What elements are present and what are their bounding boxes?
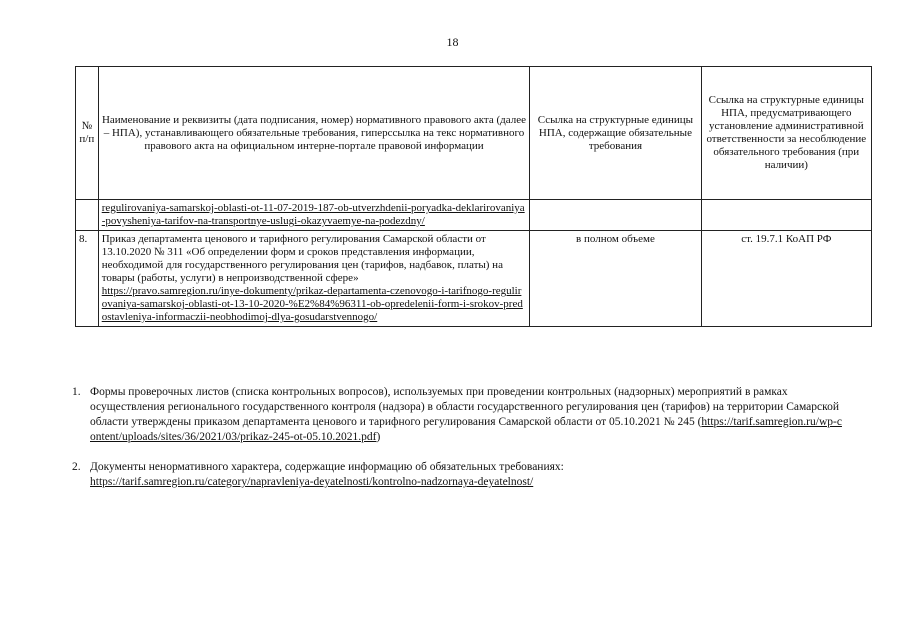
act-cell xyxy=(98,200,530,231)
note-body: Формы проверочных листов (списка контрольных вопросов), используемых при проведении контрольных (надзорных) мероприятий в рамках осуществления регионального государственного контроля (надзора) в области государственного регулирования цен (тарифов) на территории Самарской области утверждены приказом департамента ценового и тарифного регулирования Самарской области от 05.10.2021 № 245 ( xyxy=(90,386,840,428)
page-number: 18 xyxy=(446,35,459,49)
act-link[interactable]: https://pravo.samregion.ru/inye-dokumenty/prikaz-departamenta-czenovogo-i-tarifnogo-regulirovaniya-samarskoj-oblasti-ot-13-10-2020-%E2%84%96311-ob-opredelenii-form-i-srokov-predostavleniya-informaczii-neobhodimoj-dlya-gosudarstvennogo/ xyxy=(101,285,523,323)
table-row xyxy=(76,231,872,327)
note-link[interactable]: https://tarif.samregion.ru/wp-content/uploads/sites/36/2021/03/prikaz-245-ot-05.10.2021.pdf xyxy=(90,416,842,443)
act-title: Приказ департамента ценового и тарифного регулирования Самарской области от 13.10.2020 № 311 «Об определении форм и сроков представления информации, необходимой для государственного регулирования цен (тарифов, надбавок, платы) на товары (работы, услуги) в непроизводственной сфере» xyxy=(101,233,503,284)
header-number: № п/п xyxy=(76,67,99,200)
list-item xyxy=(72,385,842,445)
table-row xyxy=(76,200,872,231)
requirements-table xyxy=(75,66,872,327)
notes-list xyxy=(72,385,842,505)
table-header-row xyxy=(76,67,872,200)
header-act-name: Наименование и реквизиты (дата подписания, номер) нормативного правового акта (далее – НПА), устанавливающего обязательные требования, гиперссылка на текс нормативного правового акта на официальном интерне-портале правовой информации xyxy=(98,67,530,200)
header-liability: Ссылка на структурные единицы НПА, предусматривающего установление административной ответственности за несоблюдение обязательного требования (при наличии) xyxy=(701,67,871,200)
row-number xyxy=(76,200,99,231)
row-number: 8. xyxy=(76,231,99,327)
list-item xyxy=(72,460,842,490)
note-suffix: ) xyxy=(376,431,381,443)
note-text xyxy=(90,385,842,445)
act-link[interactable]: regulirovaniya-samarskoj-oblasti-ot-11-07-2019-187-ob-utverzhdenii-poryadka-deklarirovaniya-povysheniya-tarifov-na-transportnye-uslugi-okazyvaemye-na-podezdny/ xyxy=(101,202,525,227)
note-link[interactable]: https://tarif.samregion.ru/category/napravleniya-deyatelnosti/kontrolno-nadzornaya-deyatelnost/ xyxy=(90,476,534,488)
liability-cell xyxy=(701,200,871,231)
structural-units-cell: в полном объеме xyxy=(530,231,701,327)
structural-units-cell xyxy=(530,200,701,231)
note-text xyxy=(90,460,842,490)
note-number: 2. xyxy=(72,461,81,473)
header-structural-units: Ссылка на структурные единицы НПА, содержащие обязательные требования xyxy=(530,67,701,200)
note-body: Документы ненормативного характера, содержащие информацию об обязательных требованиях: xyxy=(90,461,564,473)
note-number: 1. xyxy=(72,386,81,398)
liability-cell: ст. 19.7.1 КоАП РФ xyxy=(701,231,871,327)
act-cell xyxy=(98,231,530,327)
